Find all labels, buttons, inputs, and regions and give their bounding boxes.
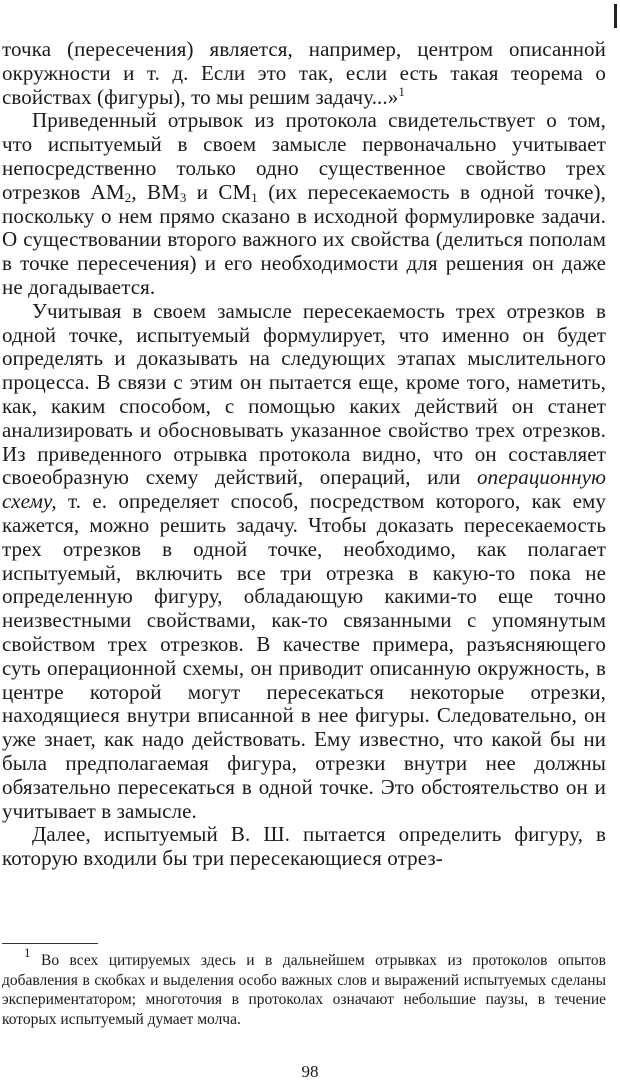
subscript-am: 2	[124, 189, 132, 205]
paragraph-3	[2, 300, 606, 824]
footnote-divider	[2, 943, 98, 944]
italic-term: операционную схему,	[2, 465, 606, 514]
paragraph-1-text: точка (пересечения) является, например, центром описанной окружности и т. д. Если это так, если есть такая теорема о свойствах (фигуры), то мы решим задачу...»	[2, 37, 606, 109]
paragraph-2-text-b: , BM	[131, 179, 180, 204]
paragraph-2	[2, 109, 606, 299]
paragraph-2-text-d: (их пересекаемость в одной точке), поскольку о нем прямо сказано в исходной формулировке задачи. О существовании второго важного их свойства (делиться пополам в точке пересечения) и его необходимости для решения он даже не догадывается.	[2, 179, 606, 299]
subscript-cm: 1	[251, 189, 258, 205]
paragraph-3-text-a: Учитывая в своем замысле пересекаемость трех отрезков в одной точке, испытуемый формулирует, что именно он будет определять и доказывать на следующих этапах мыслительного процесса. В связи с этим он пытается еще, кроме того, наметить, как, каким способом, с помощью каких действий он станет анализировать и обосновывать указанное свойство трех отрезков. Из приведенного отрывка протокола видно, что он составляет своеобразную схему действий, операций, или	[2, 298, 606, 490]
page-number: 98	[301, 1062, 319, 1081]
footnote-text: Во всех цитируемых здесь и в дальнейшем отрывках из протоколов опытов добавления в скобках и выделения особо важных слов и выражений испытуемых сделаны экспериментатором; многоточия в протоколах означают небольшие паузы, в течение которых испытуемый думает молча.	[2, 952, 606, 1028]
footnote-reference: 1	[398, 83, 405, 99]
paragraph-4	[2, 823, 606, 871]
footnote	[2, 945, 606, 1029]
footnote-marker: 1	[24, 945, 31, 960]
paragraph-2-text-c: и CM	[186, 179, 252, 204]
paragraph-4-text: Далее, испытуемый В. Ш. пытается определить фигуру, в которую входили бы три пересекающиеся отрез-	[2, 822, 606, 871]
paragraph-1	[2, 38, 606, 109]
paragraph-2-text-a: Приведенный отрывок из протокола свидетельствует о том, что испытуемый в своем замысле первоначально учитывает непосредственно только одно существенное свойство трех отрезков AM	[2, 108, 606, 204]
subscript-bm: 3	[179, 189, 187, 205]
main-text	[2, 38, 606, 871]
page-edge-mark	[614, 4, 617, 28]
paragraph-3-text-b: т. е. определяет способ, посредством которого, как ему кажется, можно решить задачу. Чтобы доказать пересекаемость трех отрезков в одной точке, необходимо, как полагает испытуемый, включить все три отрезка в какую-то пока не определенную фигуру, обладающую какими-то еще точно неизвестными свойствами, как-то связанными с упомянутым свойством трех отрезков. В качестве примера, разъясняющего суть операционной схемы, он приводит описанную окружность, в центре которой могут пересекаться некоторые отрезки, находящиеся внутри вписанной в нее фигуры. Следовательно, он уже знает, как надо действовать. Ему известно, что какой бы ни была предполагаемая фигура, отрезки внутри нее должны обязательно пересекаться в одной точке. Это обстоятельство он и учитывает в замысле.	[2, 489, 606, 823]
